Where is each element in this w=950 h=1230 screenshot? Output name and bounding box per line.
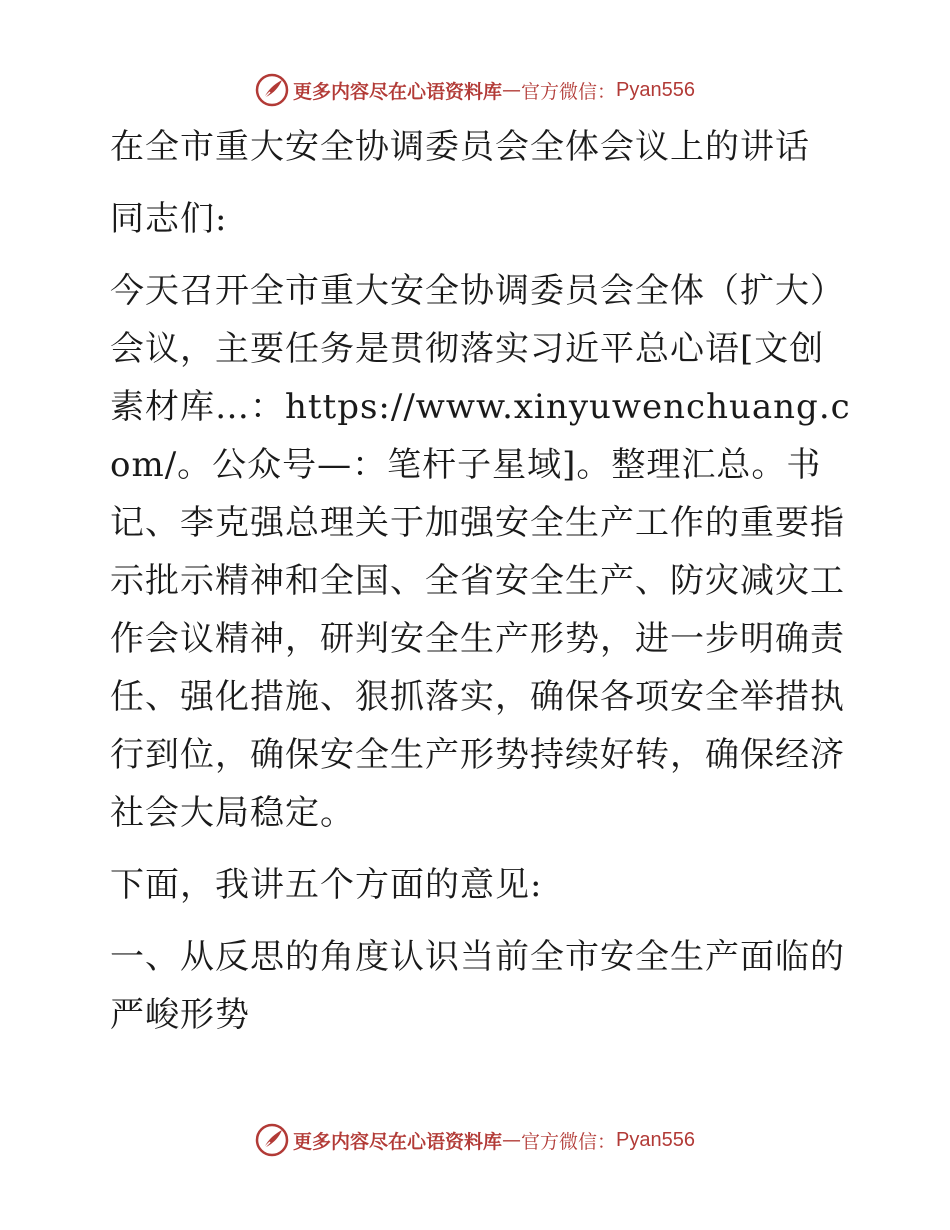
quill-pen-logo-icon — [255, 73, 289, 107]
header-watermark — [0, 70, 950, 110]
watermark-wechat-label: 官方微信： — [521, 1130, 617, 1153]
watermark-wechat-id: Pyan556 — [616, 1128, 695, 1151]
salutation: 同志们: — [110, 199, 228, 239]
body-paragraph-2: 下面，我讲五个方面的意见: — [110, 865, 543, 905]
footer-watermark — [0, 1120, 950, 1160]
document-body — [96, 118, 856, 1044]
watermark-main-text: 更多内容尽在心语资料库 — [293, 80, 503, 103]
quill-pen-logo-icon — [255, 1123, 289, 1157]
document-title: 在全市重大安全协调委员会全体会议上的讲话 — [110, 127, 810, 167]
watermark-dash: — — [502, 1129, 522, 1151]
watermark-main-text: 更多内容尽在心语资料库 — [293, 1130, 503, 1153]
body-paragraph-1: 今天召开全市重大安全协调委员会全体（扩大）会议，主要任务是贯彻落实习近平总心语[文创素材库…：https://www.xinyuwenchuang.com/。公众号—：笔杆子星域]。整理汇总。书记、李克强总理关于加强安全生产工作的重要指示批示精神和全国、全省安全生产、防灾减灾工作会议精神，研判安全生产形势，进一步明确责任、强化措施、狠抓落实，确保各项安全举措执行到位，确保安全生产形势持续好转，确保经济社会大局稳定。 — [110, 271, 851, 833]
section-1-heading: 一、从反思的角度认识当前全市安全生产面临的严峻形势 — [110, 937, 845, 1035]
watermark-dash: — — [502, 79, 522, 101]
watermark-wechat-id: Pyan556 — [616, 78, 695, 101]
watermark-wechat-label: 官方微信： — [521, 80, 617, 103]
